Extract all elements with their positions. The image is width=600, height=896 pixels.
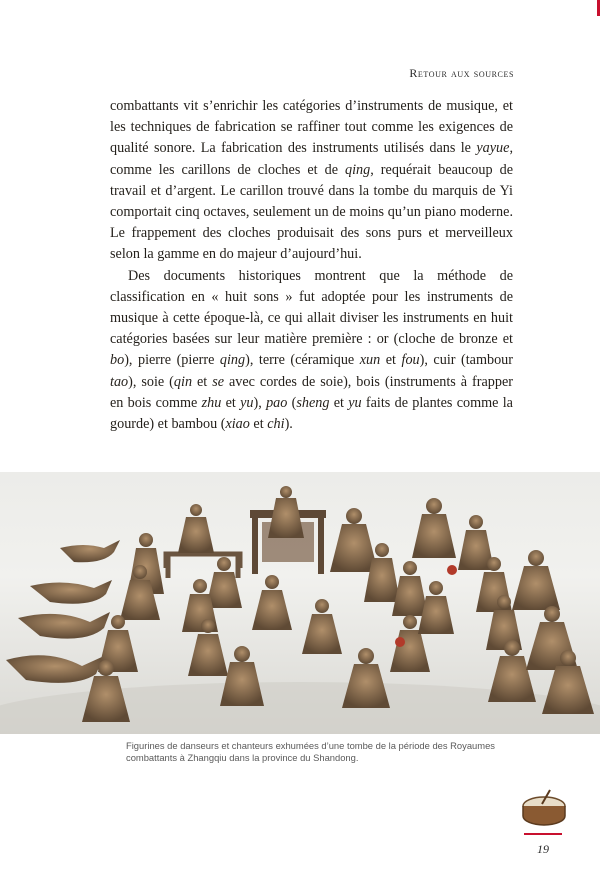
text-run: ( (287, 394, 297, 411)
italic-term: qin (173, 373, 193, 390)
italic-term: pao (266, 394, 288, 411)
italic-term: xiao (225, 416, 250, 433)
text-run: et (221, 394, 241, 411)
text-run: ). (284, 416, 293, 433)
page-number: 19 (537, 842, 549, 856)
italic-term: qing (345, 161, 371, 178)
drum-icon (520, 788, 568, 828)
page-number-rule (524, 833, 562, 835)
italic-term: yayue (476, 140, 510, 157)
italic-term: tao (110, 373, 129, 390)
figurines-illustration (0, 472, 600, 734)
text-run: et (192, 373, 213, 390)
text-run: , requérait beaucoup de travail et d’argent. Le carillon trouvé dans la tombe du marquis de Yi comportait cinq octaves, seulement un de moins qu’un piano moderne. Le frappement des cloches produisait des sons purs et merveilleux selon la gamme en do majeur d’aujourd’hui. (110, 161, 513, 263)
body-text (110, 96, 513, 435)
text-run: avec cordes de soie), bois (instruments à frapper en bois comme (110, 373, 513, 411)
italic-term: fou (401, 352, 420, 369)
italic-term: sheng (296, 394, 330, 411)
italic-term: xun (359, 352, 381, 369)
paragraph-2 (110, 266, 513, 436)
italic-term: bo (110, 352, 125, 369)
text-run: ), soie ( (128, 373, 174, 390)
text-run: et (249, 416, 268, 433)
italic-term: yu (240, 394, 254, 411)
figure-caption: Figurines de danseurs et chanteurs exhumées d’une tombe de la période des Royaumes combattants à Zhangqiu dans la province du Shandong. (126, 740, 495, 763)
text-run: faits de plantes comme la gourde) et bambou ( (110, 394, 513, 433)
paragraph-1 (110, 96, 513, 266)
text-run: , comme les carillons de cloches et de (110, 140, 513, 178)
italic-term: yu (348, 394, 362, 411)
text-run: ), cuir (tambour (419, 352, 513, 369)
text-run: Des documents historiques montrent que la méthode de classification en « huit sons » fut adoptée pour les instruments de musique à cette époque-là, ce qui allait diviser les instruments en huit catégories basées sur leur matière première : or (cloche de bronze et (110, 267, 513, 348)
italic-term: chi (267, 416, 285, 433)
text-run: et (380, 352, 402, 369)
text-run: et (329, 394, 349, 411)
italic-term: zhu (201, 394, 222, 411)
text-run: ), terre (céramique (245, 352, 360, 369)
italic-term: se (212, 373, 225, 390)
italic-term: qing (219, 352, 246, 369)
text-run: ), (253, 394, 267, 411)
text-run: combattants vit s’enrichir les catégories d’instruments de musique, et les techniques de fabrication se raffiner tout comme les exigences de qualité sonore. La fabrication des instruments utilisés dans le (110, 98, 513, 157)
running-head: Retour aux sources (409, 66, 514, 80)
figurines-photo (0, 472, 600, 734)
text-run: ), pierre (pierre (124, 352, 220, 369)
